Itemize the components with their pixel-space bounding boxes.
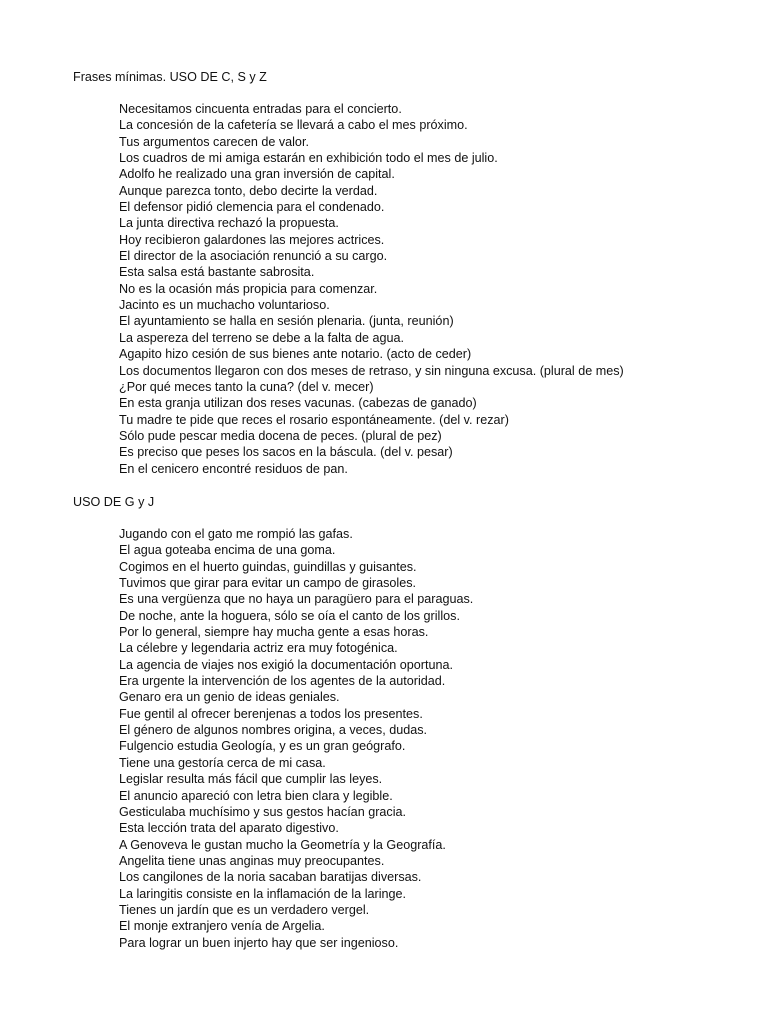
section-title-gj: USO DE G y J	[73, 495, 155, 509]
list-item-text: De noche, ante la hoguera, sólo se oía el canto de los grillos.	[119, 608, 460, 623]
list-item-text: Fulgencio estudia Geología, y es un gran geógrafo.	[119, 739, 406, 754]
list-item-text: Es preciso que peses los sacos en la báscula. (del v. pesar)	[119, 445, 453, 460]
list-item-text: El director de la asociación renunció a su cargo.	[119, 249, 388, 264]
list-item-text: Gesticulaba muchísimo y sus gestos hacían gracia.	[119, 804, 406, 819]
list-item-text: Los documentos llegaron con dos meses de retraso, y sin ninguna excusa. (plural de mes)	[119, 363, 624, 378]
list-item-text: Era urgente la intervención de los agentes de la autoridad.	[119, 674, 446, 689]
list-item-text: Legislar resulta más fácil que cumplir las leyes.	[119, 772, 383, 787]
list-item-text: En esta granja utilizan dos reses vacunas. (cabezas de ganado)	[119, 396, 477, 411]
list-item-text: La junta directiva rechazó la propuesta.	[119, 216, 339, 231]
list-item-text: A Genoveva le gustan mucho la Geometría y la Geografía.	[119, 837, 446, 852]
list-item-text: La célebre y legendaria actriz era muy fotogénica.	[119, 641, 398, 656]
list-item-text: Adolfo he realizado una gran inversión de capital.	[119, 167, 395, 182]
list-item-text: No es la ocasión más propicia para comenzar.	[119, 281, 378, 296]
list-item-text: Tiene una gestoría cerca de mi casa.	[119, 755, 326, 770]
list-item-text: Angelita tiene unas anginas muy preocupantes.	[119, 853, 385, 868]
list-item-text: Por lo general, siempre hay mucha gente a esas horas.	[119, 625, 429, 640]
list-item-text: La agencia de viajes nos exigió la documentación oportuna.	[119, 657, 453, 672]
list-item-text: Aunque parezca tonto, debo decirte la verdad.	[119, 183, 378, 198]
list-item-text: La aspereza del terreno se debe a la falta de agua.	[119, 330, 404, 345]
list-item-text: Sólo pude pescar media docena de peces. (plural de pez)	[119, 428, 442, 443]
list-item-text: El agua goteaba encima de una goma.	[119, 543, 336, 558]
list-item-text: Los cangilones de la noria sacaban baratijas diversas.	[119, 870, 422, 885]
list-item-text: Tuvimos que girar para evitar un campo de girasoles.	[119, 576, 417, 591]
list-item-text: Cogimos en el huerto guindas, guindillas y guisantes.	[119, 559, 417, 574]
list-item-text: Para lograr un buen injerto hay que ser ingenioso.	[119, 935, 399, 950]
list-item-text: El género de algunos nombres origina, a veces, dudas.	[119, 723, 428, 738]
list-item-text: Esta salsa está bastante sabrosita.	[119, 265, 315, 280]
list-item-text: Los cuadros de mi amiga estarán en exhibición todo el mes de julio.	[119, 151, 498, 166]
list-item-text: El anuncio apareció con letra bien clara y legible.	[119, 788, 393, 803]
section-title-czs: Frases mínimas. USO DE C, S y Z	[73, 70, 267, 84]
list-item-text: Jugando con el gato me rompió las gafas.	[119, 527, 353, 541]
list-item-text: En el cenicero encontré residuos de pan.	[119, 461, 348, 476]
list-item-text: Hoy recibieron galardones las mejores actrices.	[119, 232, 385, 247]
list-item-text: Es una vergüenza que no haya un paragüero para el paraguas.	[119, 592, 474, 607]
list-item-text: El defensor pidió clemencia para el condenado.	[119, 200, 385, 215]
list-item-text: Tu madre te pide que reces el rosario espontáneamente. (del v. rezar)	[119, 412, 509, 427]
list-item-text: ¿Por qué meces tanto la cuna? (del v. mecer)	[119, 379, 374, 394]
list-item-text: Jacinto es un muchacho voluntarioso.	[119, 298, 330, 313]
list-item-text: Agapito hizo cesión de sus bienes ante notario. (acto de ceder)	[119, 347, 472, 362]
list-item-text: La laringitis consiste en la inflamación de la laringe.	[119, 886, 407, 901]
list-item-text: Esta lección trata del aparato digestivo.	[119, 821, 339, 836]
list-item-text: La concesión de la cafetería se llevará a cabo el mes próximo.	[119, 118, 468, 133]
list-item-text: Tienes un jardín que es un verdadero vergel.	[119, 902, 370, 917]
list-item-text: Fue gentil al ofrecer berenjenas a todos los presentes.	[119, 706, 423, 721]
list-item-text: Necesitamos cincuenta entradas para el concierto.	[119, 102, 402, 116]
list-item-text: Tus argumentos carecen de valor.	[119, 134, 309, 149]
list-item-text: El monje extranjero venía de Argelia.	[119, 919, 325, 934]
list-item-text: Genaro era un genio de ideas geniales.	[119, 690, 340, 705]
list-item-text: El ayuntamiento se halla en sesión plenaria. (junta, reunión)	[119, 314, 454, 329]
